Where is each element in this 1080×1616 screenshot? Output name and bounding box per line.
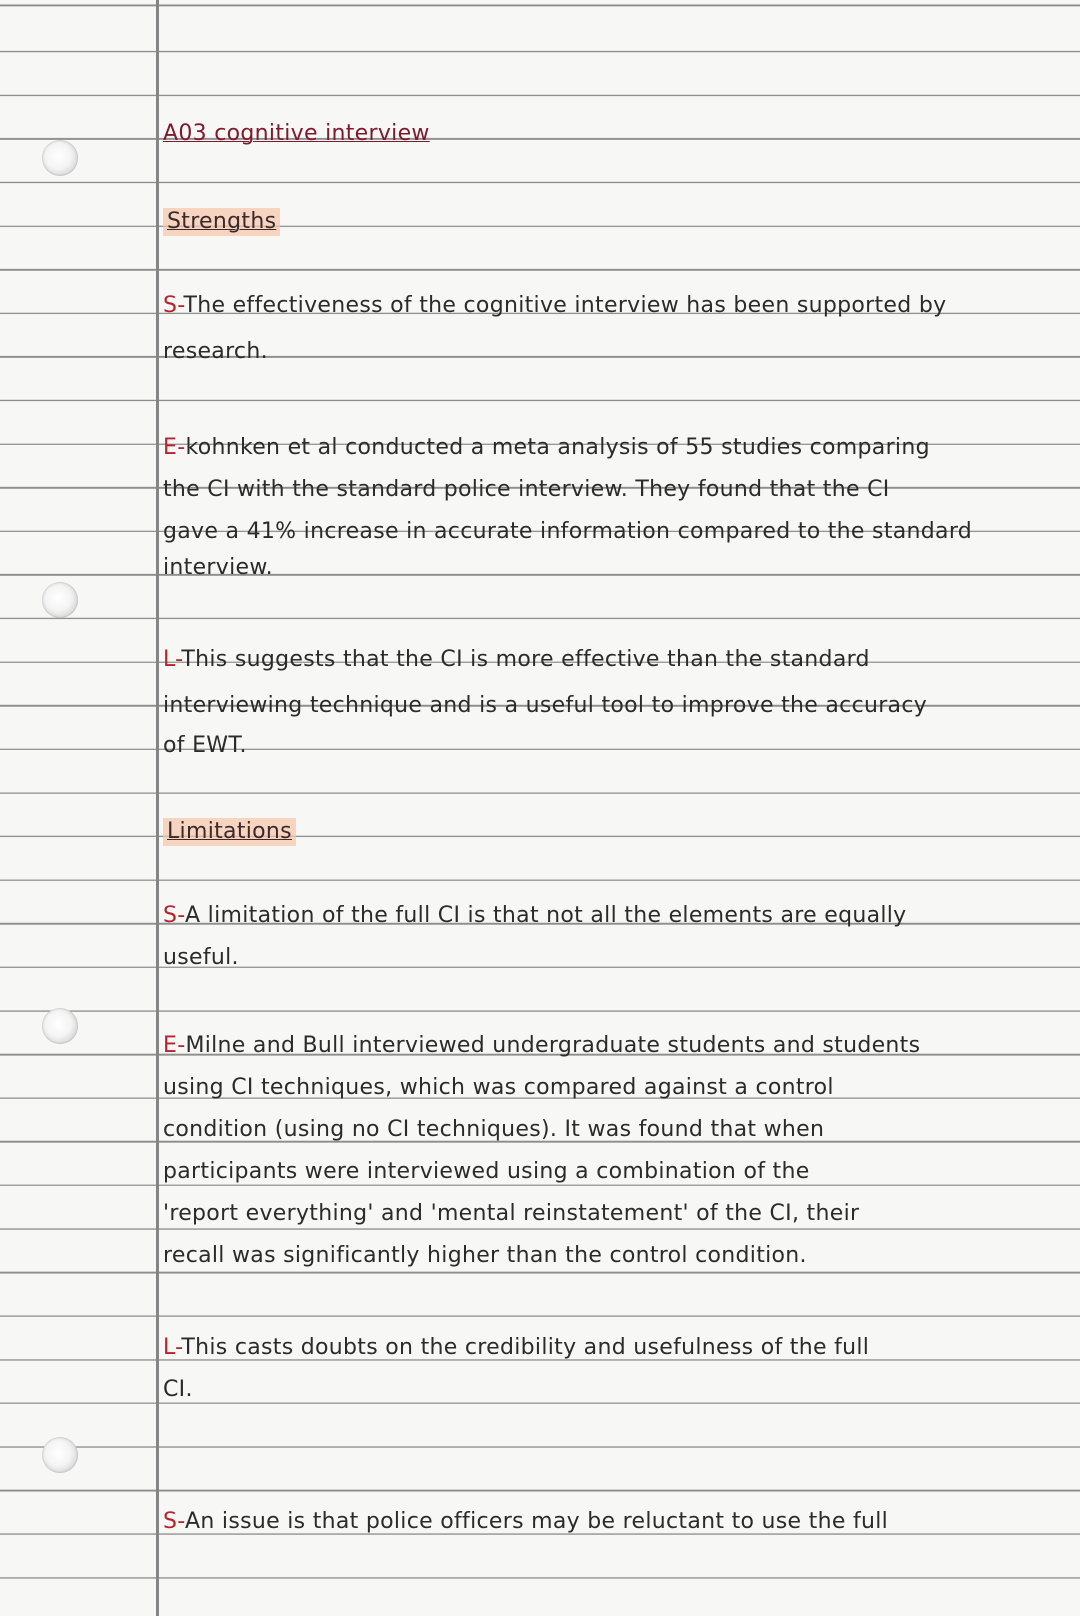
limitation-link-line: CI. [163,1377,193,1402]
point-prefix: S- [163,293,184,318]
point-prefix: S- [163,903,186,928]
limitation-evidence-line: recall was significantly higher than the control condition. [163,1243,807,1268]
heading-limitations: Limitations [163,818,296,846]
limitation-point-line: useful. [163,945,239,970]
limitation-point-line [163,1510,888,1534]
line-text: This casts doubts on the credibility and usefulness of the full [181,1335,870,1360]
limitation-link-line [163,1336,869,1360]
limitation-evidence-line: participants were interviewed using a combination of the [163,1159,810,1184]
line-text: Milne and Bull interviewed undergraduate students and students [185,1033,921,1058]
link-prefix: L- [163,1335,182,1360]
link-prefix: L- [163,647,182,672]
limitation-evidence-line: condition (using no CI techniques). It was found that when [163,1117,825,1142]
evidence-prefix: E- [163,435,186,460]
strength-link-line: interviewing technique and is a useful tool to improve the accuracy [163,693,928,718]
strength-link-line [163,648,870,672]
point-prefix: S- [163,1509,186,1534]
punch-hole [42,140,78,176]
page-title: A03 cognitive interview [163,121,430,146]
line-text: A limitation of the full CI is that not all the elements are equally [185,903,907,928]
limitation-point-line [163,904,907,928]
punch-hole [42,1008,78,1044]
punch-hole [42,582,78,618]
strength-evidence-line: the CI with the standard police interview. They found that the CI [163,477,890,502]
line-text: The effectiveness of the cognitive interview has been supported by [183,293,947,318]
limitation-evidence-line [163,1034,920,1058]
strength-link-line: of EWT. [163,733,247,758]
line-text: An issue is that police officers may be reluctant to use the full [185,1509,889,1534]
strength-evidence-line [163,436,930,460]
line-text: kohnken et al conducted a meta analysis of 55 studies comparing [185,435,930,460]
strength-point-line [163,294,946,318]
strength-point-line: research. [163,339,268,364]
limitation-evidence-line: using CI techniques, which was compared against a control [163,1075,834,1100]
line-text: This suggests that the CI is more effective than the standard [181,647,870,672]
heading-strengths: Strengths [163,208,280,236]
margin-line [156,0,159,1616]
strength-evidence-line: interview. [163,555,273,580]
strength-evidence-line: gave a 41% increase in accurate information compared to the standard [163,519,973,544]
punch-hole [42,1437,78,1473]
evidence-prefix: E- [163,1033,186,1058]
limitation-evidence-line: 'report everything' and 'mental reinstatement' of the CI, their [163,1201,860,1226]
